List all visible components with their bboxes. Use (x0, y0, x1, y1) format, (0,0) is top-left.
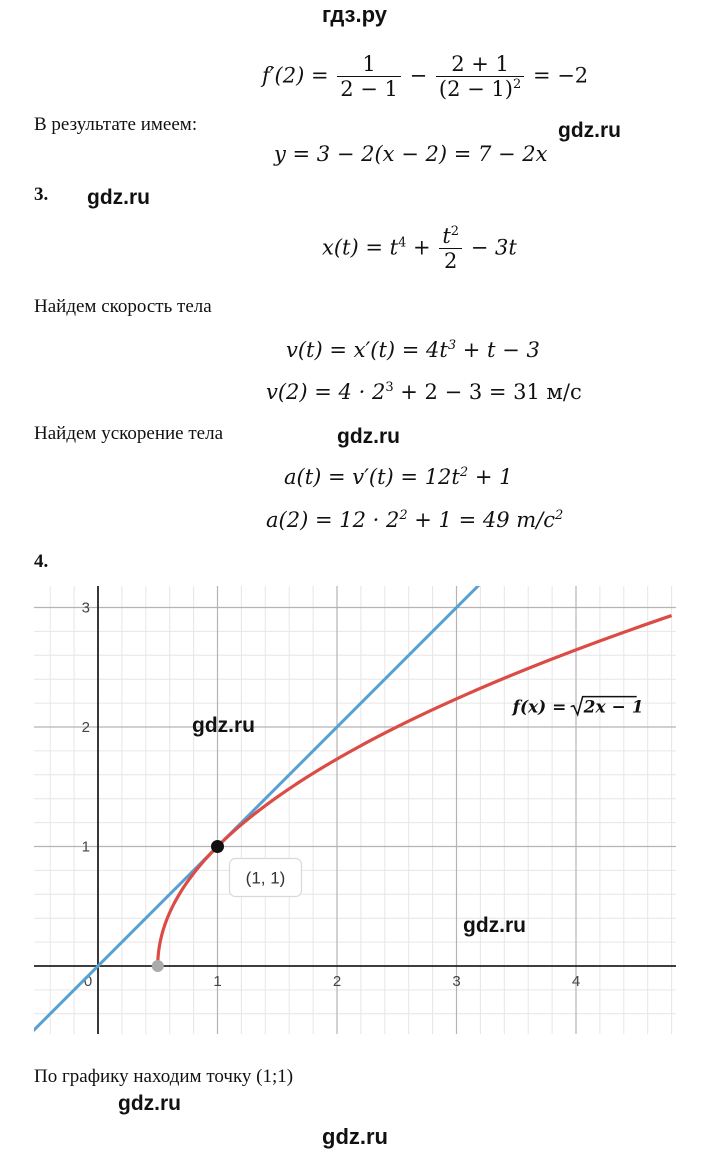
t2-fraction: $\frac{t^2}{2}$ (439, 224, 462, 274)
frac1-num: 1 (337, 52, 401, 77)
speed-text: Найдем скорость тела (34, 296, 212, 317)
frac1-den: 2 − 1 (340, 77, 398, 102)
x-tick-label: 4 (571, 973, 581, 990)
function-graph (34, 586, 676, 1034)
deriv-lhs: f′(2) = (262, 63, 329, 88)
radicand: 2x − 1 (583, 697, 644, 718)
footer-watermark: gdz.ru (322, 1124, 388, 1149)
task3-number: 3. (34, 184, 49, 205)
tangent-equation: y = 3 − 2(x − 2) = 7 − 2x (274, 142, 548, 166)
x-tick-label: 3 (452, 973, 461, 990)
start-point (152, 960, 164, 972)
watermark-1: gdz.ru (558, 119, 621, 142)
velocity-equation: $v(t) = x'(t) = 4t^3 + t - 3$ (286, 338, 540, 362)
velocity-at-2: $v(2) = 4 \cdot 2^3 + 2 - 3 = 31$ м/с (266, 380, 582, 404)
frac2-den: $(2 - 1)^2$ (438, 77, 522, 102)
header-watermark: гдз.ру (322, 2, 387, 27)
result-text: В результате имеем: (34, 114, 198, 135)
watermark-2: gdz.ru (87, 186, 150, 209)
x-tick-label: 0 (83, 973, 93, 990)
function-curve (158, 616, 672, 966)
function-label: f(x) = (512, 697, 567, 718)
point-label: (1, 1) (245, 868, 286, 888)
minus-sign: − (409, 63, 428, 88)
accel-text: Найдем ускорение тела (34, 423, 223, 444)
task4-number: 4. (34, 551, 49, 572)
watermark-3: gdz.ru (337, 425, 400, 448)
accel-at-2: $a(2) = 12 \cdot 2^2 + 1 = 49$ $m/c^2$ (266, 508, 564, 532)
tangent-point (211, 840, 224, 853)
fraction-1 (337, 52, 401, 102)
y-tick-label: 2 (81, 719, 90, 736)
watermark-5: gdz.ru (463, 914, 526, 937)
fraction-2 (436, 52, 524, 102)
x-tick-label: 1 (213, 973, 222, 990)
derivative-equation (262, 52, 588, 102)
x-tick-label: 2 (332, 973, 342, 990)
y-tick-label: 3 (81, 599, 90, 617)
deriv-rhs: = −2 (532, 63, 589, 88)
accel-equation: $a(t) = v'(t) = 12t^2 + 1$ (284, 465, 513, 489)
position-equation: $x(t) = t^4$ + $\frac{t^2}{2}$ − 3t (322, 224, 517, 274)
watermark-4: gdz.ru (192, 714, 255, 737)
watermark-6: gdz.ru (118, 1092, 181, 1115)
conclusion-text: По графику находим точку (1;1) (34, 1066, 294, 1087)
y-tick-label: 1 (81, 838, 90, 856)
frac2-num: 2 + 1 (436, 52, 524, 77)
